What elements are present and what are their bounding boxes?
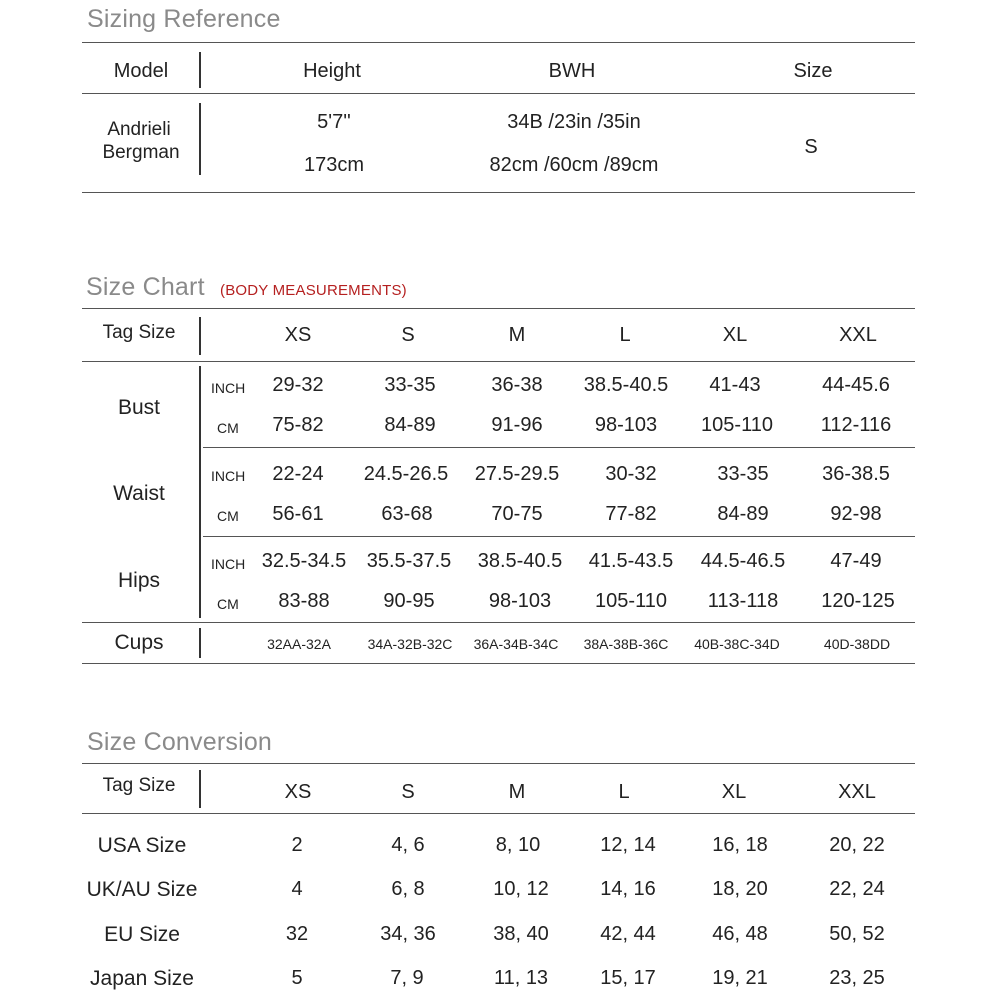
waist-cm-xl: 84-89 — [717, 503, 769, 525]
conv-cell: 20, 22 — [829, 834, 885, 856]
hips-cm-l: 105-110 — [595, 590, 667, 612]
conv-cell: 46, 48 — [712, 923, 768, 945]
divider — [82, 42, 915, 43]
tag-size-label: Tag Size — [102, 322, 176, 343]
divider — [82, 308, 915, 309]
conv-cell: 10, 12 — [493, 878, 549, 900]
waist-inch-xs: 22-24 — [272, 463, 324, 485]
bust-inch-xs: 29-32 — [272, 374, 324, 396]
divider — [82, 361, 915, 362]
waist-cm-s: 63-68 — [381, 503, 433, 525]
unit-cm: CM — [217, 420, 239, 436]
conv-cell: 16, 18 — [712, 834, 768, 856]
hips-inch-xxl: 47-49 — [830, 550, 882, 572]
waist-cm-xs: 56-61 — [272, 503, 324, 525]
tag-size-label: Tag Size — [102, 775, 176, 796]
conv-cell: 15, 17 — [600, 967, 656, 989]
bust-cm-l: 98-103 — [594, 414, 658, 436]
conv-cell: 4 — [291, 878, 303, 900]
header-height: Height — [303, 60, 361, 82]
hips-cm-xs: 83-88 — [278, 590, 330, 612]
divider — [82, 663, 915, 664]
size-col-m: M — [508, 324, 526, 346]
conv-cell: 32 — [285, 923, 309, 945]
cups-s: 34A-32B-32C — [367, 636, 453, 652]
conv-cell: 38, 40 — [493, 923, 549, 945]
hips-cm-s: 90-95 — [383, 590, 435, 612]
cups-l: 38A-38B-36C — [583, 636, 669, 652]
model-name-line1: Andrieli — [107, 119, 171, 140]
waist-inch-s: 24.5-26.5 — [363, 463, 449, 485]
conv-cell: 18, 20 — [712, 878, 768, 900]
conv-row-label: EU Size — [104, 923, 180, 946]
hips-inch-m: 38.5-40.5 — [477, 550, 563, 572]
conv-cell: 2 — [291, 834, 303, 856]
header-size: Size — [793, 60, 833, 82]
conv-cell: 12, 14 — [600, 834, 656, 856]
waist-inch-xl: 33-35 — [717, 463, 769, 485]
size-chart-title: Size Chart — [86, 273, 205, 301]
unit-cm: CM — [217, 508, 239, 524]
hips-inch-l: 41.5-43.5 — [588, 550, 674, 572]
hips-inch-xs: 32.5-34.5 — [261, 550, 347, 572]
unit-inch: INCH — [211, 556, 246, 572]
waist-inch-xxl: 36-38.5 — [822, 463, 890, 485]
row-label-bust: Bust — [117, 396, 161, 419]
size-col-xl: XL — [722, 324, 748, 346]
conv-row-label: UK/AU Size — [86, 878, 198, 901]
column-divider — [199, 366, 201, 618]
sizing-reference-title: Sizing Reference — [87, 5, 281, 33]
bust-cm-xxl: 112-116 — [820, 414, 892, 436]
column-divider — [199, 103, 201, 175]
conv-cell: 19, 21 — [712, 967, 768, 989]
row-label-cups: Cups — [114, 631, 164, 654]
bust-cm-s: 84-89 — [384, 414, 436, 436]
size-col-xl: XL — [721, 781, 747, 803]
divider — [82, 93, 915, 94]
waist-cm-l: 77-82 — [605, 503, 657, 525]
height-metric: 173cm — [303, 154, 365, 176]
hips-cm-xl: 113-118 — [707, 590, 779, 612]
waist-inch-m: 27.5-29.5 — [474, 463, 560, 485]
cups-m: 36A-34B-34C — [473, 636, 559, 652]
size-col-l: L — [619, 324, 631, 346]
conv-cell: 4, 6 — [391, 834, 425, 856]
divider — [203, 536, 915, 537]
conv-row-label: USA Size — [97, 834, 187, 857]
size-conversion-title: Size Conversion — [87, 728, 273, 756]
cups-xl: 40B-38C-34D — [694, 636, 780, 652]
cups-xs: 32AA-32A — [267, 636, 331, 652]
hips-cm-m: 98-103 — [488, 590, 552, 612]
divider — [203, 447, 915, 448]
bust-inch-xl: 41-43 — [709, 374, 761, 396]
bwh-imperial: 34B /23in /35in — [507, 111, 641, 133]
size-col-l: L — [618, 781, 630, 803]
conv-cell: 7, 9 — [390, 967, 424, 989]
conv-cell: 50, 52 — [829, 923, 885, 945]
conv-cell: 14, 16 — [600, 878, 656, 900]
bust-inch-m: 36-38 — [491, 374, 543, 396]
column-divider — [199, 628, 201, 658]
hips-cm-xxl: 120-125 — [821, 590, 895, 612]
size-col-xxl: XXL — [838, 781, 876, 803]
model-size: S — [804, 136, 818, 158]
conv-row-label: Japan Size — [90, 967, 194, 990]
header-model: Model — [113, 60, 169, 82]
cups-xxl: 40D-38DD — [823, 636, 891, 652]
size-col-m: M — [508, 781, 526, 803]
column-divider — [199, 317, 201, 355]
unit-cm: CM — [217, 596, 239, 612]
column-divider — [199, 52, 201, 88]
hips-inch-xl: 44.5-46.5 — [700, 550, 786, 572]
divider — [82, 763, 915, 764]
hips-inch-s: 35.5-37.5 — [366, 550, 452, 572]
row-label-hips: Hips — [117, 569, 161, 592]
row-label-waist: Waist — [113, 482, 165, 505]
conv-cell: 34, 36 — [380, 923, 436, 945]
unit-inch: INCH — [211, 468, 246, 484]
size-col-xs: XS — [284, 324, 312, 346]
divider — [82, 622, 915, 623]
bwh-metric: 82cm /60cm /89cm — [489, 154, 659, 176]
waist-cm-xxl: 92-98 — [830, 503, 882, 525]
conv-cell: 22, 24 — [829, 878, 885, 900]
unit-inch: INCH — [211, 380, 246, 396]
bust-cm-xl: 105-110 — [701, 414, 773, 436]
divider — [82, 192, 915, 193]
bust-cm-m: 91-96 — [491, 414, 543, 436]
divider — [82, 813, 915, 814]
size-chart-note: (BODY MEASUREMENTS) — [220, 282, 407, 299]
conv-cell: 23, 25 — [829, 967, 885, 989]
waist-inch-l: 30-32 — [605, 463, 657, 485]
waist-cm-m: 70-75 — [491, 503, 543, 525]
size-col-s: S — [401, 781, 415, 803]
size-col-s: S — [401, 324, 415, 346]
conv-cell: 11, 13 — [493, 967, 549, 989]
column-divider — [199, 770, 201, 808]
bust-inch-l: 38.5-40.5 — [583, 374, 669, 396]
bust-inch-s: 33-35 — [384, 374, 436, 396]
header-bwh: BWH — [548, 60, 596, 82]
size-col-xs: XS — [284, 781, 312, 803]
conv-cell: 5 — [291, 967, 303, 989]
conv-cell: 42, 44 — [600, 923, 656, 945]
model-name-line2: Bergman — [102, 142, 180, 163]
height-imperial: 5'7'' — [317, 111, 351, 133]
conv-cell: 8, 10 — [495, 834, 541, 856]
conv-cell: 6, 8 — [391, 878, 425, 900]
size-col-xxl: XXL — [839, 324, 877, 346]
bust-inch-xxl: 44-45.6 — [822, 374, 890, 396]
bust-cm-xs: 75-82 — [272, 414, 324, 436]
